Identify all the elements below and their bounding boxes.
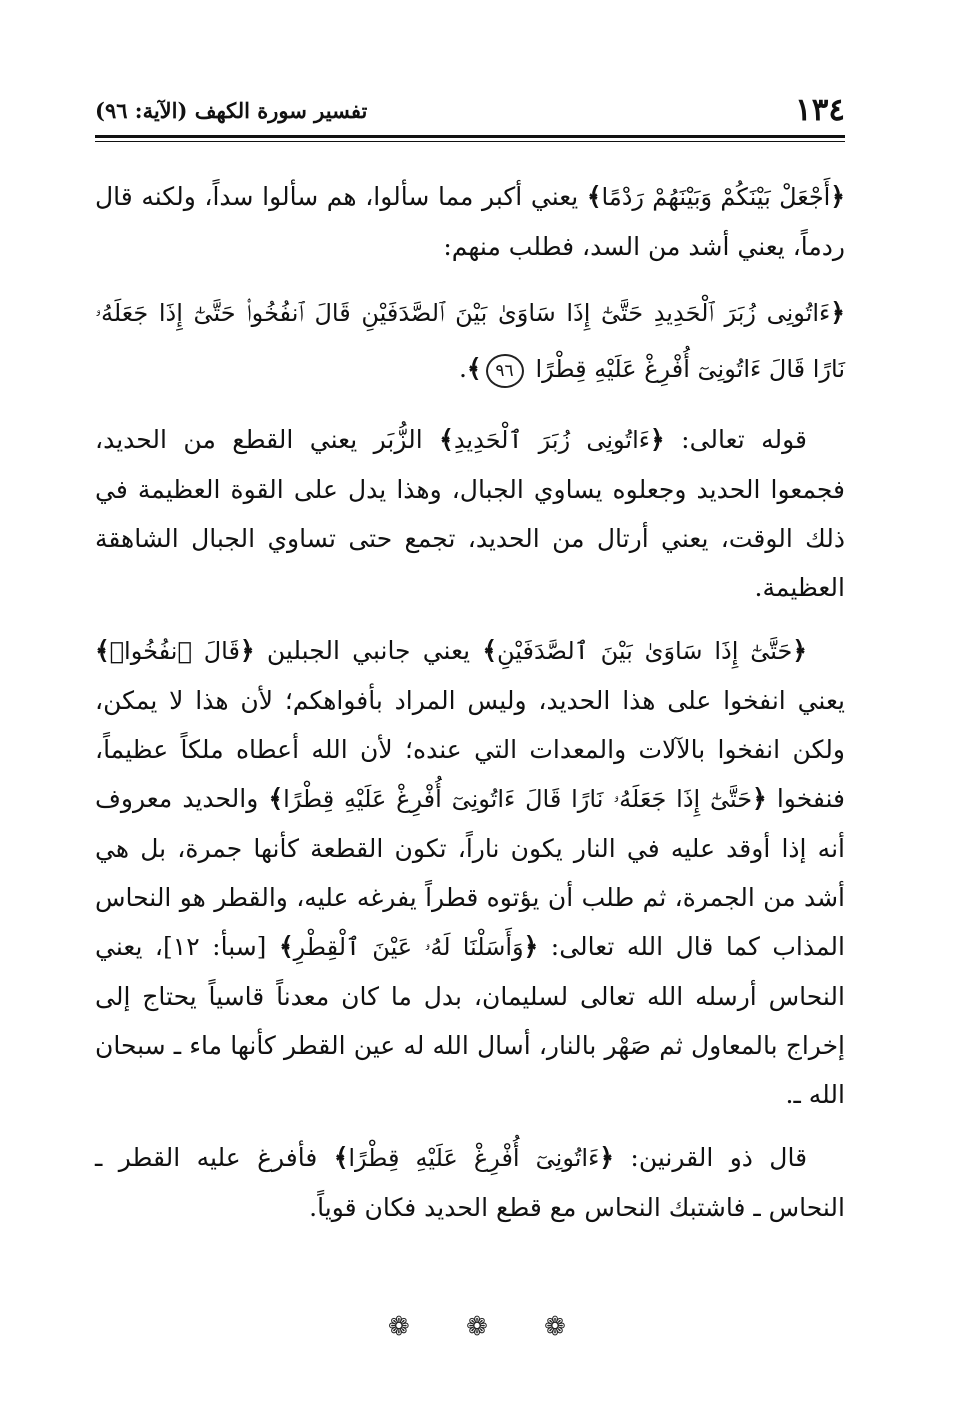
verse-block: ﴿ءَاتُونِى زُبَرَ ٱلْحَدِيدِ حَتَّىٰٓ إِذَا سَاوَىٰ بَيْنَ ٱلصَّدَفَيْنِ قَالَ ٱنفُخُوا۟ حَتَّىٰٓ إِذَا جَعَلَهُۥ نَارًا قَالَ ءَاتُونِىٓ أُفْرِغْ عَلَيْهِ قِطْرًا ٩٦﴾. bbox=[95, 285, 845, 397]
commentary-text: قوله تعالى: bbox=[681, 425, 807, 454]
running-title: تفسير سورة الكهف (الآية: ٩٦) bbox=[95, 98, 368, 123]
paragraph-1 bbox=[95, 172, 845, 271]
verse-text: ءَاتُونِى زُبَرَ ٱلْحَدِيدِ حَتَّىٰٓ إِذَا سَاوَىٰ بَيْنَ ٱلصَّدَفَيْنِ قَالَ ٱنفُخُوا۟ حَتَّىٰٓ إِذَا جَعَلَهُۥ نَارًا قَالَ ءَاتُونِىٓ أُفْرِغْ عَلَيْهِ قِطْرًا bbox=[95, 299, 845, 383]
quran-quote: قَالَ ٱنفُخُوا۟ bbox=[109, 637, 240, 665]
quran-close-bracket: ﴾ bbox=[482, 636, 497, 665]
quran-close-bracket: ﴾ bbox=[466, 354, 482, 383]
surah-reference: [سبأ: ١٢] bbox=[163, 932, 267, 961]
quran-open-bracket: ﴿ bbox=[792, 636, 807, 665]
header-rule-thick bbox=[95, 135, 845, 138]
quran-close-bracket: ﴾ bbox=[586, 182, 602, 211]
page-header bbox=[95, 92, 845, 132]
quran-close-bracket: ﴾ bbox=[95, 636, 110, 665]
commentary-text: يعني انفخوا على هذا الحديد، وليس المراد بأفواهكم؛ لأن هذا لا يمكن، ولكن انفخوا بالآلات والمعدات التي عنده؛ لأن الله أعطاه ملكاً عظيماً، فنفخوا bbox=[95, 686, 845, 813]
ayah-number-marker: ٩٦ bbox=[486, 354, 524, 388]
quran-close-bracket: ﴾ bbox=[439, 425, 454, 454]
quran-open-bracket: ﴿ bbox=[650, 425, 665, 454]
quran-open-bracket: ﴿ bbox=[239, 636, 255, 665]
quran-quote: ءَاتُونِى زُبَرَ ٱلْحَدِيدِ bbox=[453, 426, 651, 454]
page-body bbox=[95, 172, 845, 1246]
quran-close-bracket: ﴾ bbox=[278, 932, 294, 961]
section-end-ornaments: ❁ ❁ ❁ bbox=[388, 1312, 590, 1342]
quran-open-bracket: ﴿ bbox=[523, 932, 539, 961]
paragraph-3 bbox=[95, 415, 845, 612]
quran-open-bracket: ﴿ bbox=[599, 1143, 615, 1172]
quran-close-bracket: ﴾ bbox=[268, 784, 284, 813]
commentary-text: ، يعني النحاس أرسله الله تعالى لسليمان، بدل ما كان معدناً قاسياً يحتاج إلى إخراج بالمعاول ثم صَهْر بالنار، أسال الله له عين القطر كأنها ماء ـ سبحان الله ـ. bbox=[95, 932, 845, 1109]
quran-quote: حَتَّىٰٓ إِذَا سَاوَىٰ بَيْنَ ٱلصَّدَفَيْنِ bbox=[496, 637, 793, 665]
quran-open-bracket: ﴿ bbox=[752, 784, 767, 813]
quran-quote: أَجْعَلْ بَيْنَكُمْ وَبَيْنَهُمْ رَدْمًا bbox=[601, 183, 831, 211]
commentary-text: يعني أكبر مما سألوا، هم سألوا سداً، ولكنه قال ردماً، يعني أشد من السد، فطلب منهم: bbox=[95, 182, 845, 261]
commentary-text: الزُّبَر يعني القطع من الحديد، فجمعوا الحديد وجعلوه يساوي الجبال، وهذا يدل على القوة العظيمة في ذلك الوقت، يعني أرتال من الحديد، تجمع حتى تساوي الجبال الشاهقة العظيمة. bbox=[95, 425, 845, 602]
quran-close-bracket: ﴾ bbox=[333, 1143, 349, 1172]
commentary-text: فأفرغ عليه القطر ـ النحاس ـ فاشتبك النحاس مع قطع الحديد فكان قوياً. bbox=[95, 1143, 845, 1222]
commentary-text: والحديد معروف أنه إذا أوقد عليه في النار يكون ناراً، تكون القطعة كأنها جمرة، بل هي أشد من الجمرة، ثم طلب أن يؤتوه قطراً يفرغه عليه، والقطر هو النحاس المذاب كما قال الله تعالى: bbox=[95, 784, 845, 961]
quran-quote: حَتَّىٰٓ إِذَا جَعَلَهُۥ نَارًا قَالَ ءَاتُونِىٓ أُفْرِغْ عَلَيْهِ قِطْرًا bbox=[283, 785, 753, 813]
quran-quote: ءَاتُونِىٓ أُفْرِغْ عَلَيْهِ قِطْرًا bbox=[348, 1144, 600, 1172]
quran-open-bracket: ﴿ bbox=[830, 298, 845, 327]
commentary-text: يعني جانبي الجبلين bbox=[266, 636, 471, 665]
commentary-text: قال ذو القرنين: bbox=[630, 1143, 808, 1172]
paragraph-4 bbox=[95, 626, 845, 1119]
paragraph-5 bbox=[95, 1133, 845, 1232]
header-rule-thin bbox=[95, 141, 845, 142]
quran-open-bracket: ﴿ bbox=[830, 182, 845, 211]
quran-quote: وَأَسَلْنَا لَهُۥ عَيْنَ ٱلْقِطْرِ bbox=[293, 933, 524, 961]
page-number: ١٣٤ bbox=[795, 92, 845, 128]
